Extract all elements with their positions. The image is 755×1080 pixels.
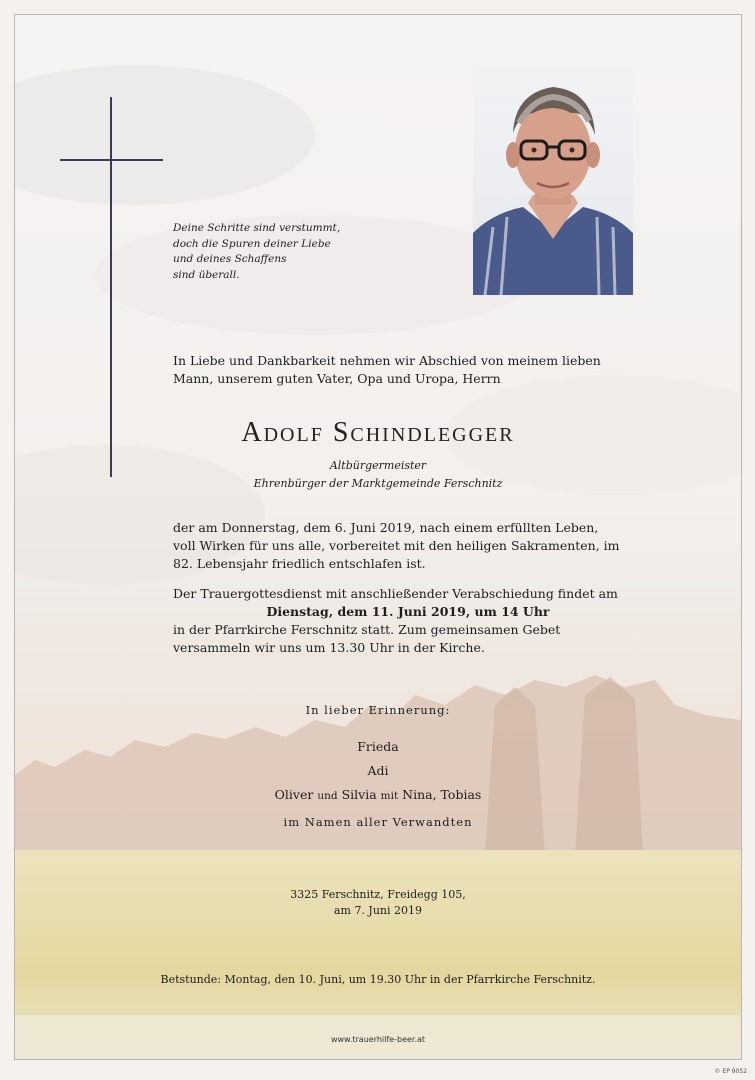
address-block — [15, 887, 741, 919]
service-notice — [173, 585, 643, 657]
memory-heading: In lieber Erinnerung: — [305, 703, 451, 717]
deceased-titles — [15, 457, 741, 493]
family-line — [15, 783, 741, 808]
address-date: am 7. Juni 2019 — [333, 904, 423, 917]
poem-line: und deines Schaffens — [173, 253, 287, 265]
relatives-line: im Namen aller Verwandten — [283, 815, 473, 829]
memorial-poem — [173, 221, 393, 283]
notice-line: voll Wirken für uns alle, vorbereitet mit den heiligen Sakramenten, im — [173, 538, 620, 553]
family-name: Frieda — [357, 739, 399, 754]
portrait-illustration — [473, 63, 633, 295]
service-line: Der Trauergottesdienst mit anschließender Verabschiedung findet am — [173, 586, 618, 601]
title-line: Altbürgermeister — [329, 459, 427, 472]
print-code: © EP 9052 — [714, 1068, 747, 1075]
cross-horizontal-bar — [60, 159, 163, 161]
family-names — [15, 735, 741, 808]
intro-text — [173, 352, 643, 388]
family-name: Oliver — [274, 787, 314, 802]
portrait-photo — [473, 63, 633, 295]
poem-line: doch die Spuren deiner Liebe — [173, 237, 331, 250]
notice-line: 82. Lebensjahr friedlich entschlafen ist. — [173, 556, 426, 571]
service-line: in der Pfarrkirche Ferschnitz statt. Zum gemeinsamen Gebet — [173, 622, 561, 637]
poem-line: sind überall. — [173, 268, 240, 281]
notice-line: der am Donnerstag, dem 6. Juni 2019, nach einem erfüllten Leben, — [173, 520, 599, 535]
intro-line: Mann, unserem guten Vater, Opa und Uropa, Herrn — [173, 371, 501, 386]
deceased-name: Adolf Schindlegger — [241, 417, 515, 448]
death-notice — [173, 519, 643, 573]
prayer-hour: Betstunde: Montag, den 10. Juni, um 19.30 Uhr in der Pfarrkirche Ferschnitz. — [160, 973, 596, 986]
family-name: Nina, Tobias — [402, 787, 482, 802]
conjunction: und — [317, 790, 338, 802]
intro-line: In Liebe und Dankbarkeit nehmen wir Abschied von meinem lieben — [173, 353, 601, 368]
poem-line: Deine Schritte sind verstummt, — [173, 222, 341, 234]
service-line: versammeln wir uns um 13.30 Uhr in der Kirche. — [173, 640, 485, 655]
conjunction: mit — [380, 790, 399, 802]
service-date: Dienstag, dem 11. Juni 2019, um 14 Uhr — [266, 604, 550, 619]
website-link[interactable]: www.trauerhilfe-beer.at — [330, 1035, 426, 1044]
family-name: Adi — [367, 763, 389, 778]
title-line: Ehrenbürger der Marktgemeinde Ferschnitz — [253, 477, 503, 490]
address-line: 3325 Ferschnitz, Freidegg 105, — [290, 888, 466, 901]
obituary-card — [14, 14, 742, 1060]
family-name: Silvia — [341, 787, 377, 802]
